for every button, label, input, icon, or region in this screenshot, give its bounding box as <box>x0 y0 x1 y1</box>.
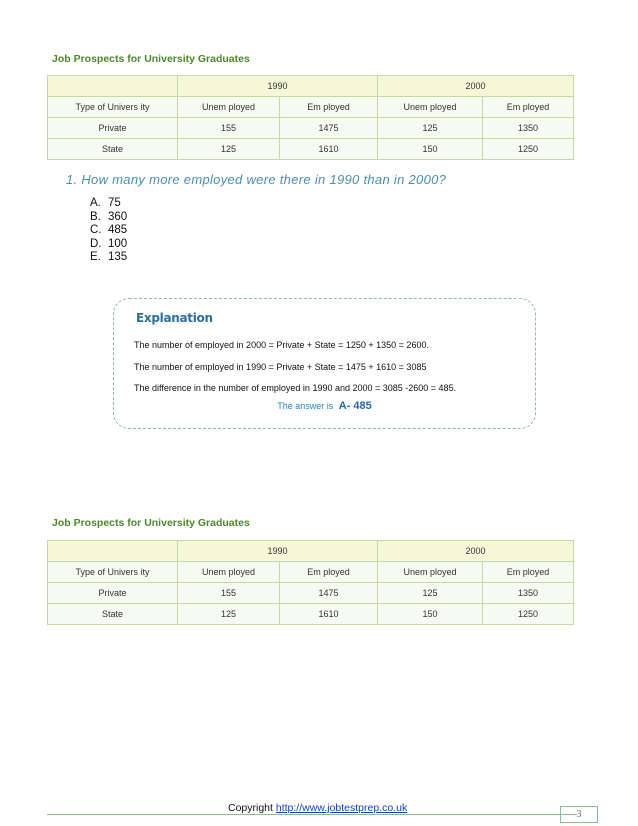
page-number: 3 <box>560 806 598 823</box>
column-header: Em ployed <box>483 97 574 118</box>
explanation-line: The number of employed in 1990 = Private + State = 1475 + 1610 = 3085 <box>134 362 427 372</box>
column-header: Em ployed <box>280 562 378 583</box>
option-value: 135 <box>108 251 128 264</box>
table-cell: 1610 <box>280 604 378 625</box>
table-cell: State <box>48 139 178 160</box>
job-prospects-table <box>47 75 574 160</box>
table-cell: 1250 <box>483 604 574 625</box>
table-cell: 125 <box>178 139 280 160</box>
table-cell: 1475 <box>280 583 378 604</box>
website-link[interactable]: http://www.jobtestprep.co.uk <box>275 802 408 814</box>
option-value: 100 <box>108 237 128 250</box>
table-cell: 1350 <box>483 118 574 139</box>
year-1990-header: 1990 <box>178 541 378 562</box>
explanation-line: The number of employed in 2000 = Private + State = 1250 + 1350 = 2600. <box>134 340 429 350</box>
answer-line <box>114 400 535 412</box>
column-header: Type of Univers ity <box>48 97 178 118</box>
table-corner-cell <box>48 541 178 562</box>
column-header: Type of Univers ity <box>48 562 178 583</box>
answer-options <box>90 197 127 265</box>
year-2000-header: 2000 <box>378 541 574 562</box>
option-letter: E. <box>90 251 101 264</box>
table-row <box>48 604 574 625</box>
table-row <box>48 583 574 604</box>
copyright-label: Copyright <box>228 802 273 814</box>
column-header: Unem ployed <box>378 562 483 583</box>
explanation-title: Explanation <box>136 311 213 325</box>
table-year-row <box>48 541 574 562</box>
year-2000-header: 2000 <box>378 76 574 97</box>
answer-option-c <box>90 224 127 238</box>
option-letter: D. <box>90 237 102 250</box>
table-title: Job Prospects for University Graduates <box>52 53 250 65</box>
table-cell: Private <box>48 118 178 139</box>
question-text: 1. How many more employed were there in 1990 than in 2000? <box>66 172 447 187</box>
footer-copyright <box>228 802 407 814</box>
footer-divider <box>47 814 577 815</box>
table-cell: 125 <box>378 118 483 139</box>
table-cell: 155 <box>178 583 280 604</box>
column-header: Em ployed <box>483 562 574 583</box>
table-title: Job Prospects for University Graduates <box>52 517 250 529</box>
table-cell: 1610 <box>280 139 378 160</box>
column-header: Em ployed <box>280 97 378 118</box>
answer-option-b <box>90 211 127 225</box>
column-header: Unem ployed <box>378 97 483 118</box>
table-cell: 1475 <box>280 118 378 139</box>
table-cell: 1350 <box>483 583 574 604</box>
table-year-row <box>48 76 574 97</box>
table-row <box>48 139 574 160</box>
answer-value: A- 485 <box>338 400 372 412</box>
answer-option-d <box>90 238 127 252</box>
explanation-line: The difference in the number of employed in 1990 and 2000 = 3085 -2600 = 485. <box>134 383 457 393</box>
table-cell: State <box>48 604 178 625</box>
option-letter: B. <box>90 210 101 223</box>
option-value: 360 <box>108 210 128 223</box>
column-header: Unem ployed <box>178 562 280 583</box>
table-cell: 125 <box>378 583 483 604</box>
explanation-box <box>113 298 536 429</box>
table-corner-cell <box>48 76 178 97</box>
table-cell: 150 <box>378 604 483 625</box>
table-cell: 125 <box>178 604 280 625</box>
option-value: 75 <box>108 197 121 209</box>
column-header: Unem ployed <box>178 97 280 118</box>
answer-prefix: The answer is <box>277 401 334 411</box>
table-cell: 1250 <box>483 139 574 160</box>
answer-option-e <box>90 251 127 265</box>
table-cell: Private <box>48 583 178 604</box>
option-value: 485 <box>108 224 128 237</box>
table-row <box>48 118 574 139</box>
answer-option-a <box>90 197 127 211</box>
option-letter: C. <box>90 224 102 237</box>
option-letter: A. <box>90 197 101 209</box>
table-cell: 155 <box>178 118 280 139</box>
year-1990-header: 1990 <box>178 76 378 97</box>
table-cell: 150 <box>378 139 483 160</box>
job-prospects-table <box>47 540 574 625</box>
table-header-row <box>48 97 574 118</box>
table-header-row <box>48 562 574 583</box>
